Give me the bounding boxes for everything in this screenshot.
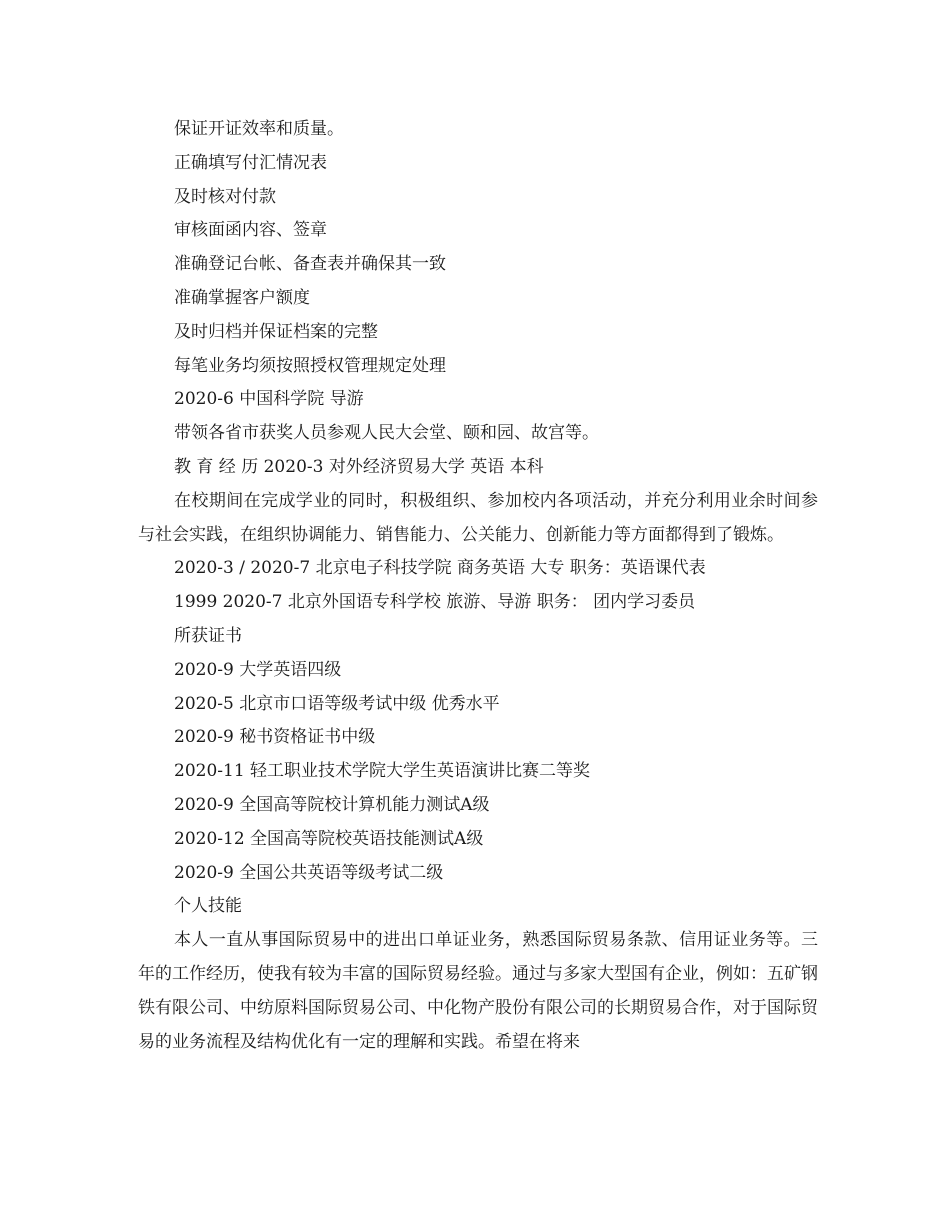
text-line: 每笔业务均须按照授权管理规定处理 bbox=[174, 355, 446, 376]
certificate-item: 2020-9 全国公共英语等级考试二级 bbox=[174, 862, 444, 883]
certificate-item: 2020-9 大学英语四级 bbox=[174, 659, 342, 680]
certificate-item: 2020-11 轻工职业技术学院大学生英语演讲比赛二等奖 bbox=[174, 761, 591, 782]
education-line: 2020-3 / 2020-7 北京电子科技学院 商务英语 大专 职务：英语课代表 bbox=[174, 558, 706, 579]
certificate-item: 2020-5 北京市口语等级考试中级 优秀水平 bbox=[174, 693, 500, 714]
document-body bbox=[138, 113, 818, 1059]
certificate-item: 2020-9 秘书资格证书中级 bbox=[174, 727, 376, 748]
education-line: 1999 2020-7 北京外国语专科学校 旅游、导游 职务： 团内学习委员 bbox=[174, 592, 696, 613]
campus-paragraph: 在校期间在完成学业的同时，积极组织、参加校内各项活动，并充分利用业余时间参与社会实践，在组织协调能力、销售能力、公关能力、创新能力等方面都得到了锻炼。 bbox=[138, 490, 818, 545]
text-line: 正确填写付汇情况表 bbox=[174, 152, 327, 173]
text-line: 带领各省市获奖人员参观人民大会堂、颐和园、故宫等。 bbox=[174, 423, 599, 444]
text-line: 准确掌握客户额度 bbox=[174, 287, 310, 308]
text-line: 保证开证效率和质量。 bbox=[174, 119, 344, 139]
certificate-item: 2020-9 全国高等院校计算机能力测试A级 bbox=[174, 794, 490, 815]
text-line: 及时核对付款 bbox=[174, 186, 276, 207]
work-entry-line: 2020-6 中国科学院 导游 bbox=[174, 389, 364, 410]
education-heading-line: 教 育 经 历 2020-3 对外经济贸易大学 英语 本科 bbox=[174, 456, 544, 477]
text-line: 准确登记台帐、备查表并确保其一致 bbox=[174, 254, 446, 275]
skills-paragraph: 本人一直从事国际贸易中的进出口单证业务，熟悉国际贸易条款、信用证业务等。三年的工作经历，使我有较为丰富的国际贸易经验。通过与多家大型国有企业，例如：五矿钢铁有限公司、中纺原料国际贸易公司、中化物产股份有限公司的长期贸易合作，对于国际贸易的业务流程及结构优化有一定的理解和实践。希望在将来 bbox=[138, 930, 818, 1052]
text-line: 及时归档并保证档案的完整 bbox=[174, 321, 378, 342]
certificate-item: 2020-12 全国高等院校英语技能测试A级 bbox=[174, 828, 484, 849]
text-line: 审核面函内容、签章 bbox=[174, 220, 327, 241]
certificates-heading: 所获证书 bbox=[174, 625, 242, 646]
skills-heading: 个人技能 bbox=[174, 896, 242, 917]
